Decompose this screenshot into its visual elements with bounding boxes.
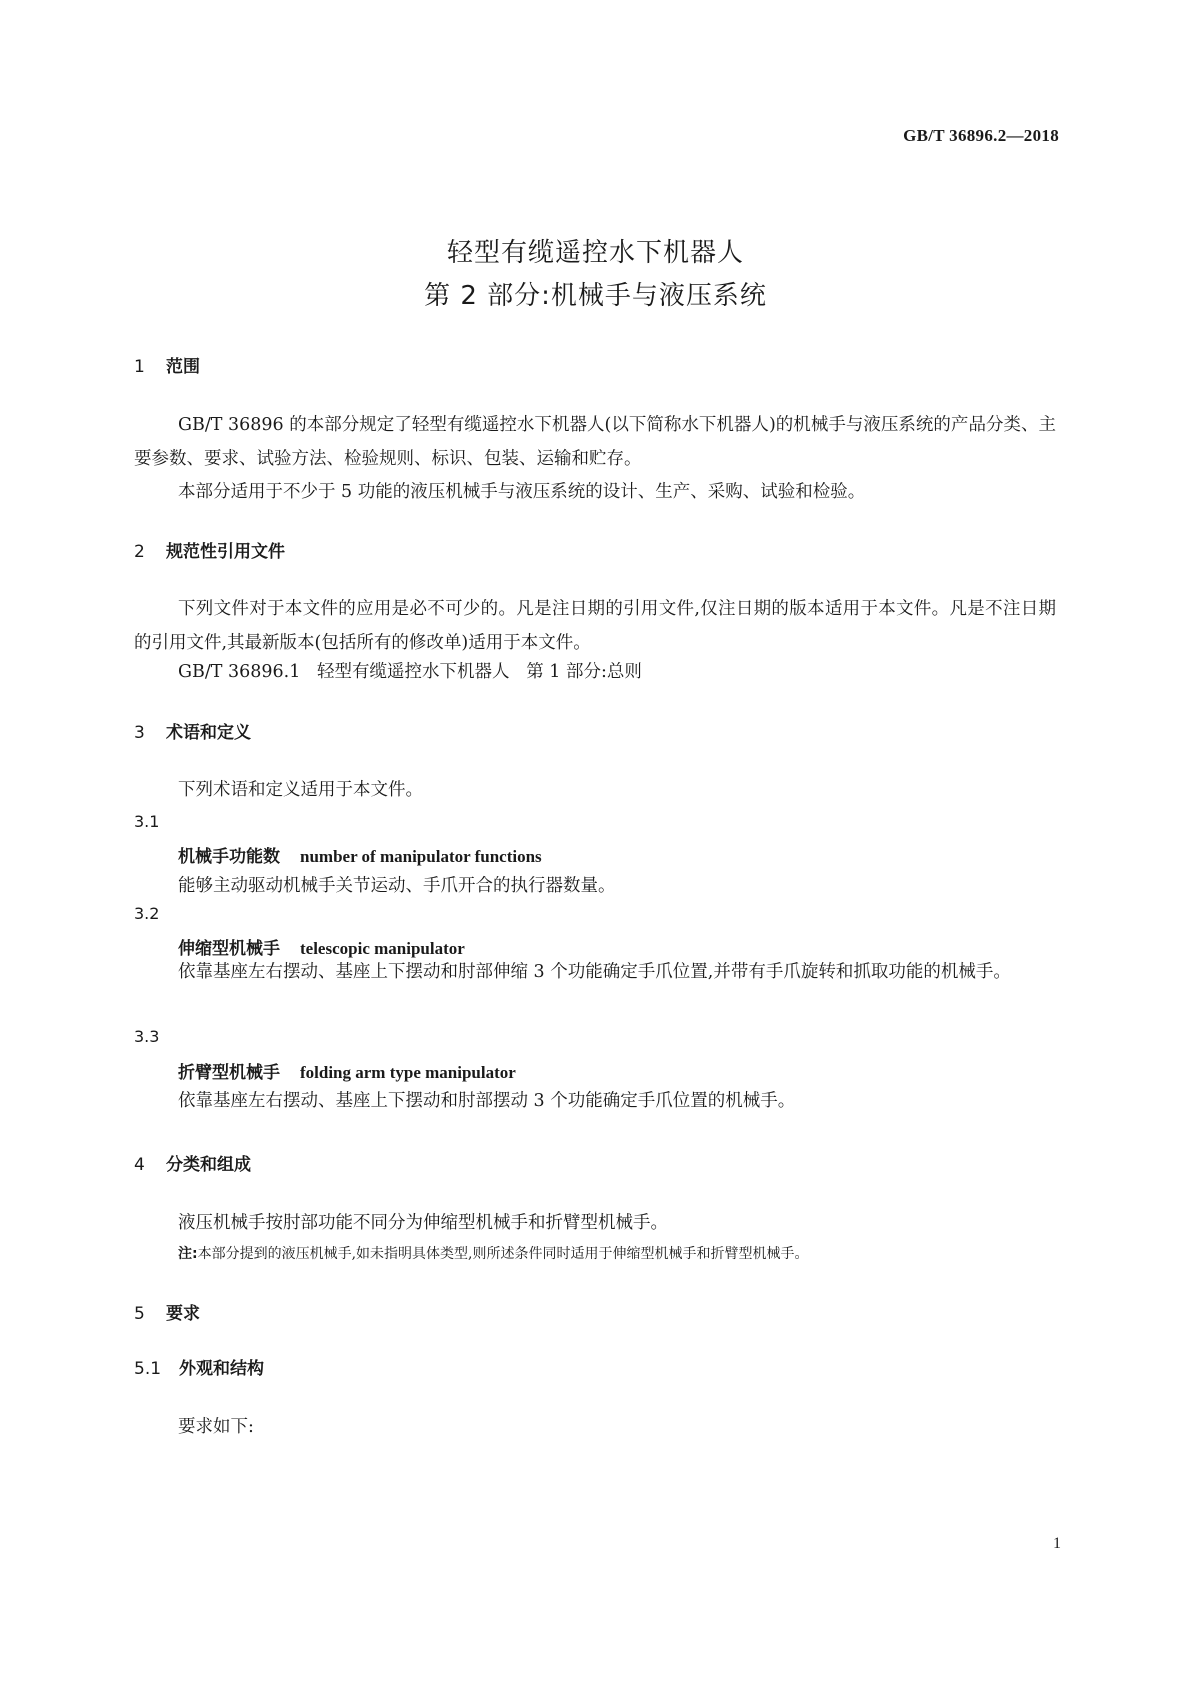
section-3-number: 3 [134, 723, 145, 743]
section-1-paragraph-1: GB/T 36896 的本部分规定了轻型有缆遥控水下机器人(以下简称水下机器人)的机械手与液压系统的产品分类、主要参数、要求、试验方法、检验规则、标识、包装、运输和贮存。 [134, 415, 1056, 469]
section-5-1-heading [134, 1354, 264, 1379]
section-2-number: 2 [134, 542, 145, 562]
term-3-1-number: 3.1 [134, 812, 160, 831]
standard-code: GB/T 36896.2—2018 [903, 126, 1059, 145]
section-3-title: 术语和定义 [166, 723, 251, 743]
term-3-2-definition: 依靠基座左右摆动、基座上下摆动和肘部伸缩 3 个功能确定手爪位置,并带有手爪旋转和抓取功能的机械手。 [178, 962, 1011, 982]
term-3-3-zh: 折臂型机械手 [178, 1063, 280, 1083]
term-3-2-en: telescopic manipulator [300, 939, 465, 958]
section-4-note [178, 1243, 809, 1263]
section-5-heading [134, 1299, 200, 1324]
section-5-number: 5 [134, 1304, 145, 1324]
section-4-paragraph-1: 液压机械手按肘部功能不同分为伸缩型机械手和折臂型机械手。 [178, 1213, 668, 1233]
term-3-1-definition: 能够主动驱动机械手关节运动、手爪开合的执行器数量。 [178, 876, 616, 896]
page-number: 1 [1053, 1535, 1061, 1552]
note-text: 本部分提到的液压机械手,如未指明具体类型,则所述条件同时适用于伸缩型机械手和折臂型机械手。 [197, 1246, 809, 1262]
section-5-1-number: 5.1 [134, 1359, 162, 1379]
term-3-1 [178, 842, 542, 867]
section-1-paragraph-2: 本部分适用于不少于 5 功能的液压机械手与液压系统的设计、生产、采购、试验和检验。 [178, 482, 866, 502]
term-3-3-definition: 依靠基座左右摆动、基座上下摆动和肘部摆动 3 个功能确定手爪位置的机械手。 [178, 1091, 796, 1111]
section-2-title: 规范性引用文件 [166, 542, 285, 562]
section-5-1-title: 外观和结构 [179, 1359, 264, 1379]
section-3-intro: 下列术语和定义适用于本文件。 [178, 780, 423, 800]
section-1-title: 范围 [166, 357, 200, 377]
term-3-2-number: 3.2 [134, 904, 160, 923]
normative-reference: GB/T 36896.1 轻型有缆遥控水下机器人 第 1 部分:总则 [178, 662, 642, 682]
section-1-heading [134, 352, 200, 377]
section-4-title: 分类和组成 [166, 1155, 251, 1175]
section-5-1-text: 要求如下: [178, 1417, 254, 1437]
section-1-number: 1 [134, 357, 145, 377]
term-3-3-number: 3.3 [134, 1027, 160, 1046]
term-3-3 [178, 1058, 516, 1083]
section-5-title: 要求 [166, 1304, 200, 1324]
section-4-heading [134, 1150, 251, 1175]
note-label: 注: [178, 1246, 198, 1262]
section-2-heading [134, 537, 285, 562]
document-title-line2: 第 2 部分:机械手与液压系统 [424, 281, 767, 311]
document-title-line1: 轻型有缆遥控水下机器人 [446, 238, 744, 268]
section-4-number: 4 [134, 1155, 145, 1175]
section-2-paragraph-1: 下列文件对于本文件的应用是必不可少的。凡是注日期的引用文件,仅注日期的版本适用于本文件。凡是不注日期的引用文件,其最新版本(包括所有的修改单)适用于本文件。 [134, 599, 1056, 653]
term-3-2-zh: 伸缩型机械手 [178, 939, 280, 959]
term-3-1-zh: 机械手功能数 [178, 847, 280, 867]
term-3-3-en: folding arm type manipulator [300, 1063, 516, 1082]
term-3-1-en: number of manipulator functions [300, 847, 542, 866]
section-3-heading [134, 718, 251, 743]
